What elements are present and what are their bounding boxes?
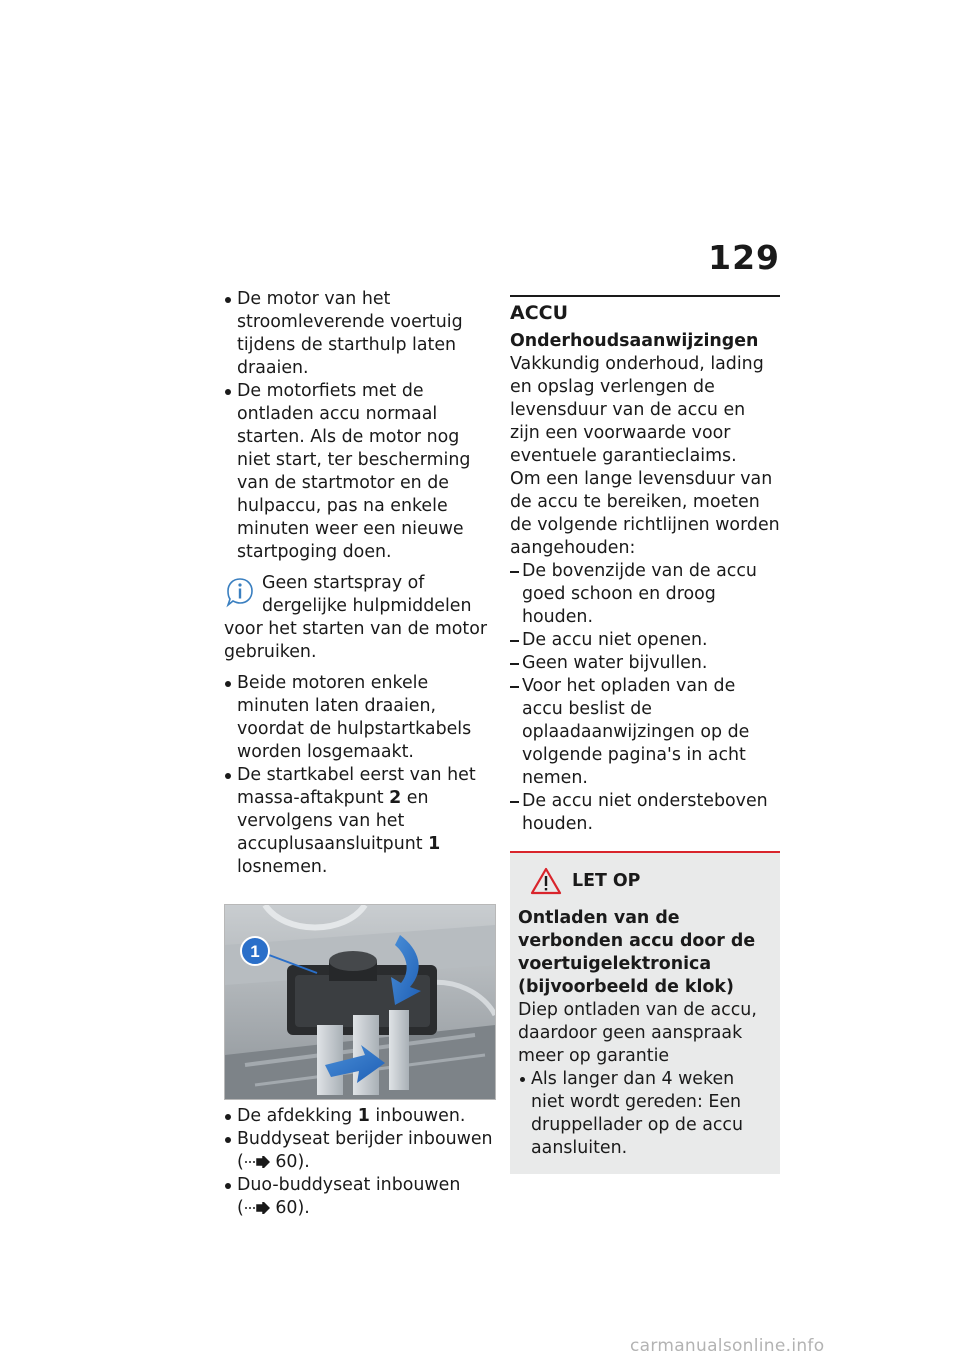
paragraph: Vakkundig onderhoud, lading en opslag verlengen de levensduur van de accu en zijn een voorwaarde voor eventuele garantieclaims. [510,354,764,466]
section-title: ACCU [510,302,569,324]
warning-box [510,851,780,1174]
paragraph: Om een lange levensduur van de accu te bereiken, moeten de volgende richtlijnen worden aangehouden: [510,469,780,558]
bullet-item: De motorfiets met de ontladen accu normaal starten. Als de motor nog niet start, ter bescherming van de startmotor en de hulpaccu, pas na enkele minuten weer een nieuwe startpoging doen. [224,380,496,564]
warning-triangle-icon [530,867,562,895]
dash-item: De bovenzijde van de accu goed schoon en droog houden. [510,560,780,629]
bullet-item: Duo-buddyseat inbouwen ( 60). [224,1174,496,1220]
note-text: Geen startspray of dergelijke hulpmiddelen voor het starten van de motor gebruiken. [224,573,488,662]
dash-item: Geen water bijvullen. [510,652,780,675]
photo-battery-cover [224,904,496,1100]
dash-item: De accu niet openen. [510,629,780,652]
bullet-item: De motor van het stroomleverende voertuig tijdens de starthulp laten draaien. [224,288,496,380]
page-reference-arrow-icon [244,1156,270,1168]
page-number: 129 [708,238,780,277]
ref-number: 2 [389,788,402,808]
bullet-item: Beide motoren enkele minuten laten draaien, voordat de hulpstartkabels worden losgemaakt. [224,672,496,764]
warning-title: Ontladen van de verbonden accu door de voertuigelektronica (bijvoorbeeld de klok) [518,908,756,997]
bullet-item: Buddyseat berijder inbouwen ( 60). [224,1128,496,1174]
note-block [224,572,496,664]
dash-item: Voor het opladen van de accu beslist de oplaadaanwijzingen op de volgende pagina's in acht nemen. [510,675,780,790]
warning-body: Diep ontladen van de accu, daardoor geen aanspraak meer op garantie [518,1000,757,1066]
page-reference-arrow-icon [244,1202,270,1214]
watermark: carmanualsonline.info [630,1336,825,1356]
bullet-item: De afdekking 1 inbouwen. [224,1105,496,1128]
section-rule [510,295,780,297]
warning-header [530,867,772,895]
warning-label: LET OP [572,870,641,891]
left-column [224,288,496,1220]
battery-cover-illustration [225,905,495,1099]
warning-bullet: Als langer dan 4 weken niet wordt gereden: Een druppellader op de accu aansluiten. [518,1068,772,1160]
dash-item: De accu niet ondersteboven houden. [510,790,780,836]
info-icon [226,576,254,614]
photo-callout: 1 [250,942,260,961]
bullet-item: De startkabel eerst van het massa-aftakpunt 2 en vervolgens van het accuplusaansluitpunt 1 losnemen. [224,764,496,879]
ref-number: 1 [357,1106,370,1126]
subheading: Onderhoudsaanwijzingen [510,331,759,351]
ref-number: 1 [428,834,441,854]
right-column [510,288,780,1174]
